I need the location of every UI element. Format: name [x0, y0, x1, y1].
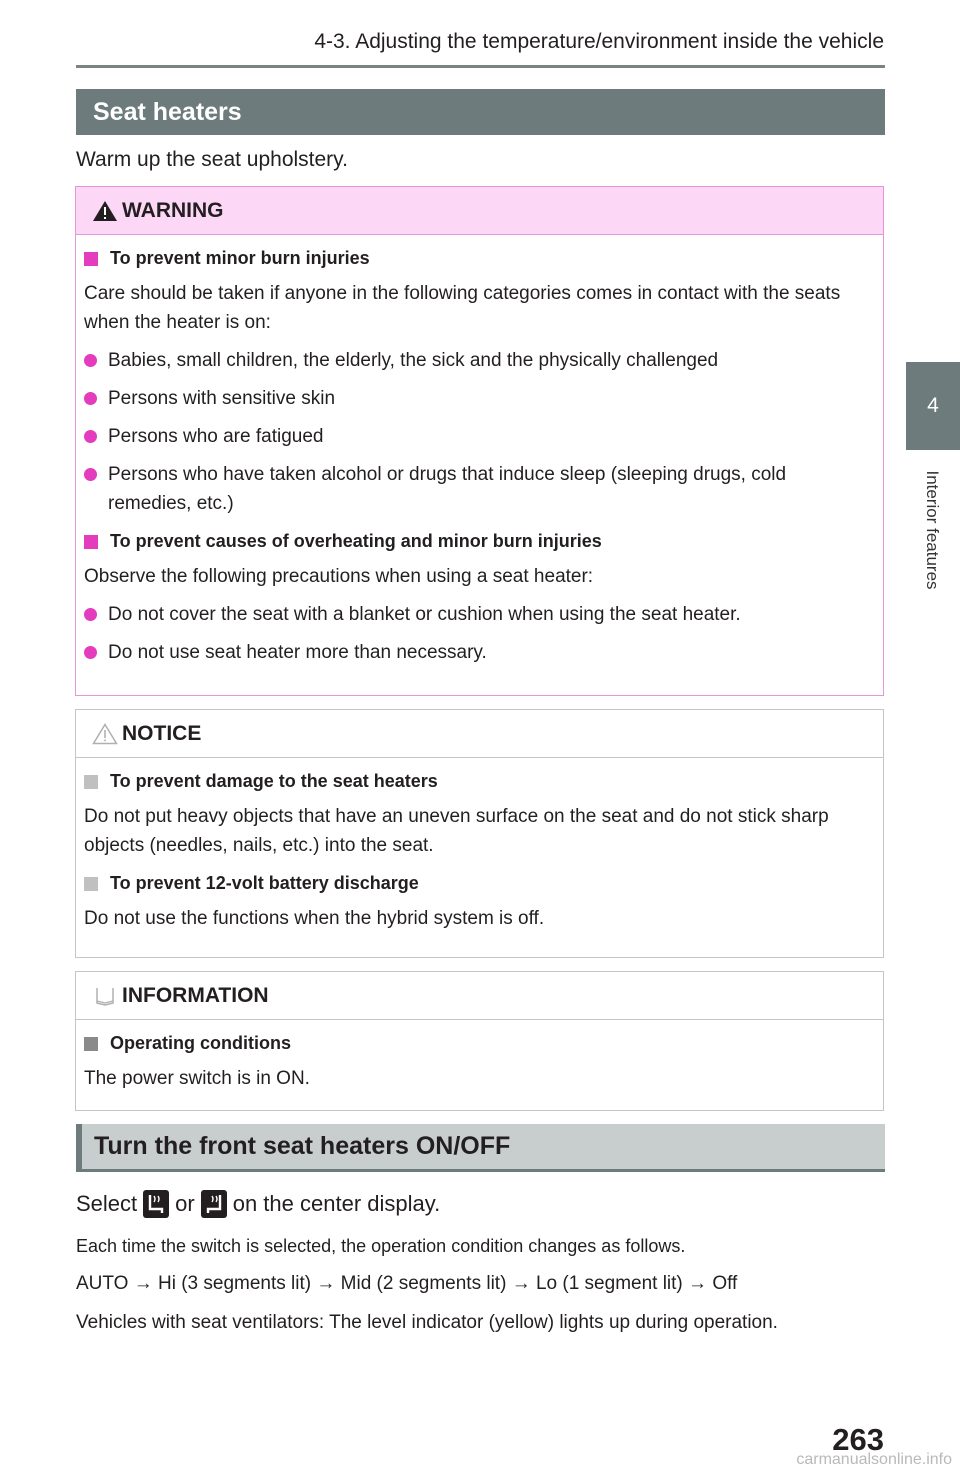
warning-title: WARNING [122, 198, 224, 222]
driver-seat-heater-icon [143, 1190, 169, 1218]
square-bullet-icon [84, 775, 98, 789]
chapter-label: Interior features [923, 470, 942, 590]
warning-subheading: To prevent minor burn injuries [84, 248, 867, 269]
bullet-dot-icon [84, 468, 97, 481]
square-bullet-icon [84, 535, 98, 549]
passenger-seat-heater-icon [201, 1190, 227, 1218]
list-item: Babies, small children, the elderly, the sick and the physically challenged [84, 346, 867, 375]
list-item: Persons who have taken alcohol or drugs that induce sleep (sleeping drugs, cold remedies, etc.) [84, 460, 867, 518]
list-item: Do not use seat heater more than necessary. [84, 638, 867, 667]
book-icon [92, 985, 118, 1007]
warning-paragraph: Care should be taken if anyone in the following categories comes in contact with the seats when the heater is on: [84, 283, 841, 333]
information-title: INFORMATION [122, 983, 269, 1007]
section-heading-seat-heaters: Seat heaters [76, 89, 885, 135]
chapter-tab [906, 362, 960, 450]
information-box [75, 971, 884, 1111]
list-item: Do not cover the seat with a blanket or cushion when using the seat heater. [84, 600, 867, 629]
bullet-dot-icon [84, 392, 97, 405]
page-number: 263 [832, 1422, 884, 1457]
warning-triangle-icon [92, 200, 118, 222]
information-paragraph: The power switch is in ON. [84, 1068, 310, 1089]
warning-subheading: To prevent causes of overheating and minor burn injuries [84, 531, 867, 552]
information-header [76, 972, 883, 1020]
running-header: 4-3. Adjusting the temperature/environment inside the vehicle [314, 30, 884, 53]
list-item: Persons who are fatigued [84, 422, 867, 451]
information-subheading: Operating conditions [84, 1033, 867, 1054]
bullet-dot-icon [84, 354, 97, 367]
warning-box [75, 186, 884, 696]
caution-triangle-icon [92, 723, 118, 745]
notice-paragraph: Do not use the functions when the hybrid system is off. [84, 908, 545, 929]
square-bullet-icon [84, 1037, 98, 1051]
square-bullet-icon [84, 252, 98, 266]
chapter-number: 4 [927, 394, 939, 417]
section-intro: Warm up the seat upholstery. [76, 148, 348, 171]
notice-title: NOTICE [122, 721, 202, 745]
bullet-dot-icon [84, 430, 97, 443]
square-bullet-icon [84, 877, 98, 891]
bullet-dot-icon [84, 608, 97, 621]
operation-description: Each time the switch is selected, the operation condition changes as follows. [76, 1236, 686, 1256]
notice-box [75, 709, 884, 958]
list-item: Persons with sensitive skin [84, 384, 867, 413]
section-heading-front-seat-heaters: Turn the front seat heaters ON/OFF [76, 1124, 885, 1172]
notice-header [76, 710, 883, 758]
ventilator-note: Vehicles with seat ventilators: The level indicator (yellow) lights up during operation. [76, 1312, 778, 1333]
header-rule [76, 65, 885, 68]
operation-sequence: AUTO → Hi (3 segments lit) → Mid (2 segments lit) → Lo (1 segment lit) → Off [76, 1273, 738, 1294]
warning-header [76, 187, 883, 235]
bullet-dot-icon [84, 646, 97, 659]
watermark: carmanualsonline.info [796, 1451, 952, 1468]
select-instruction: Select or on the center display. [76, 1191, 441, 1216]
warning-paragraph: Observe the following precautions when using a seat heater: [84, 566, 594, 587]
notice-subheading: To prevent 12-volt battery discharge [84, 873, 867, 894]
notice-subheading: To prevent damage to the seat heaters [84, 771, 867, 792]
notice-paragraph: Do not put heavy objects that have an uneven surface on the seat and do not stick sharp objects (needles, nails, etc.) into the seat. [84, 806, 829, 856]
